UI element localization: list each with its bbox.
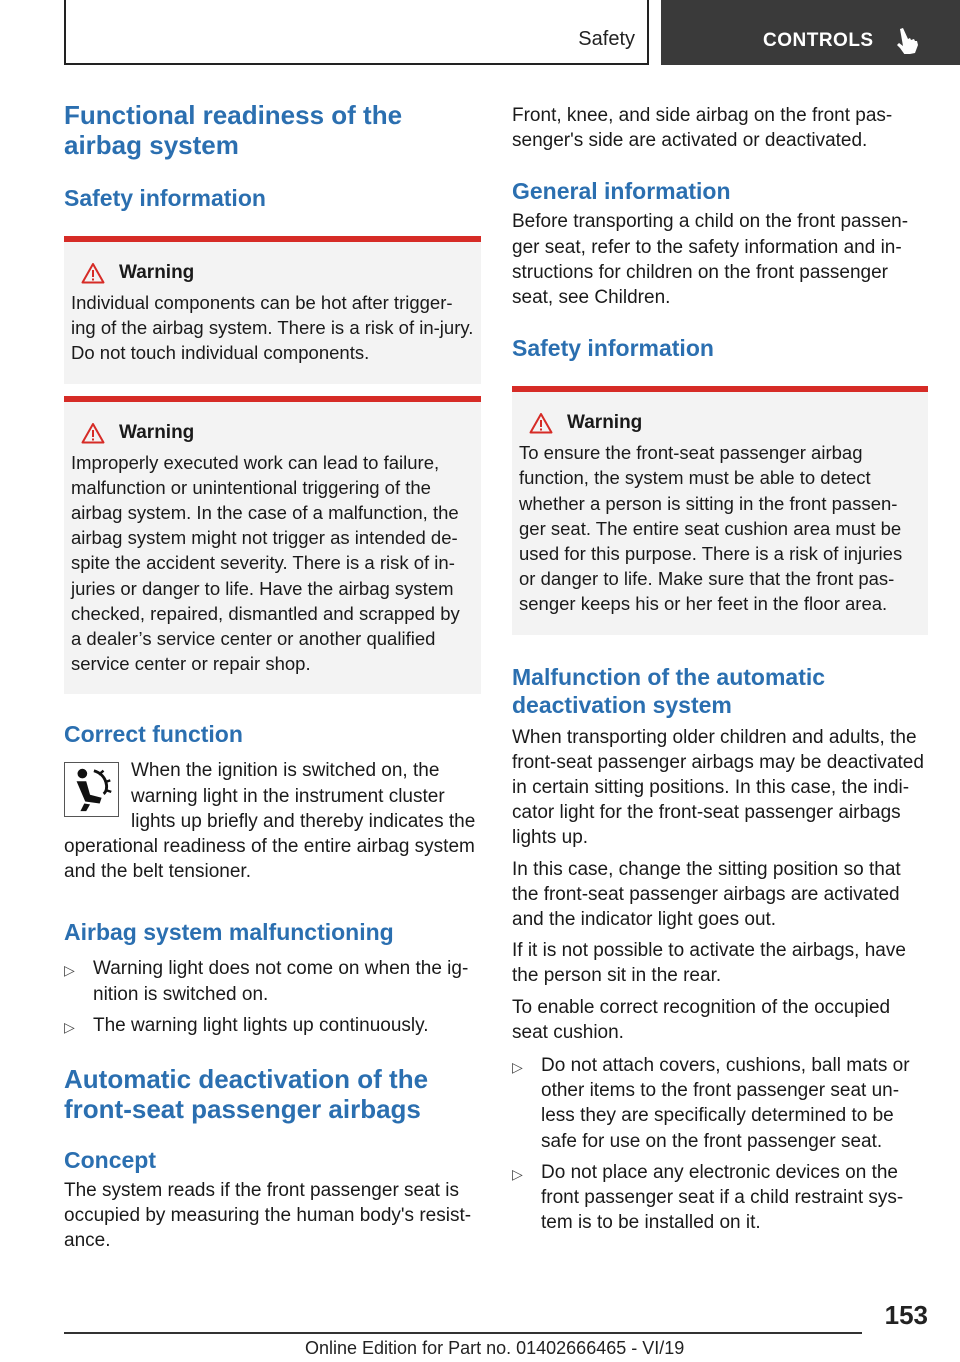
header-chapter-label: CONTROLS [763,30,874,51]
list-item: ▷ Do not attach covers, cushions, ball mats or other items to the front passenger seat un-less they are specifically determined to be safe for use on the front passenger seat. [512,1053,928,1154]
airbag-warning-light-icon [64,762,119,817]
header-section-label: Safety [578,28,635,50]
correct-function-block [64,758,481,884]
paragraph: In this case, change the sitting position so that the front-seat passenger airbags are activated and the indicator light goes out. [512,858,901,931]
correct-function-heading: Correct function [64,721,243,748]
airbag-malfunction-heading: Airbag system malfunctioning [64,919,394,946]
concept-heading: Concept [64,1147,156,1174]
general-info-heading: General information [512,178,731,205]
triangle-bullet-icon: ▷ [512,1059,523,1076]
warning-box [64,396,481,695]
paragraph: If it is not possible to activate the airbags, have the person sit in the rear. [512,940,906,987]
warning-title: Warning [119,262,195,283]
triangle-bullet-icon: ▷ [64,962,75,979]
header-chapter-box [661,0,960,65]
list-item: ▷ Warning light does not come on when the ig-nition is switched on. [64,956,481,1006]
paragraph: When transporting older children and adults, the front-seat passenger airbags may be deactivated in certain sitting positions. In this case, the indi-cator light for the front-seat passenger airbags lights up. [512,726,924,849]
warning-triangle-icon [529,412,553,434]
left-column [64,100,481,1254]
list-item: ▷ Do not place any electronic devices on the front passenger seat if a child restraint sys-tem is to be installed on it. [512,1160,928,1236]
deactivation-malfunction-heading: Malfunction of the automatic deactivation system [512,663,826,718]
right-column [512,103,928,1236]
list-item: ▷ The warning light lights up continuously. [64,1013,481,1040]
warning-text: To ensure the front-seat passenger airbag function, the system must be able to detect whether a person is sitting in the front passen-ger seat. The entire seat cushion area must be used for this purpose. There is a risk of injuries or danger to life. Make sure that the front pas-senger keeps his or her feet in the floor area. [519,442,903,615]
triangle-bullet-icon: ▷ [64,1018,75,1035]
correct-function-text: When the ignition is switched on, the warning light in the instrument cluster lights up briefly and thereby indicates the operational readiness of the entire airbag system and the belt tensioner. [64,760,476,883]
intro-text: Front, knee, and side airbag on the front pas-senger's side are activated or deactivated. [512,105,893,152]
general-info-text: Before transporting a child on the front passen-ger seat, refer to the safety information and in-structions for children on the front passenger seat, see Children. [512,211,909,309]
malfunction-list [64,956,481,1040]
footer-edition: Online Edition for Part no. 01402666465 - VI/19 [305,1338,685,1358]
warning-triangle-icon [81,262,105,284]
pointing-hand-icon [893,26,919,54]
warning-triangle-icon [81,422,105,444]
triangle-bullet-icon: ▷ [512,1165,523,1182]
page-number: 153 [884,1300,928,1330]
recognition-list [512,1053,928,1235]
warning-title: Warning [567,412,643,434]
auto-deactivation-title: Automatic deactivation of the front-seat passenger airbags [64,1064,429,1125]
safety-info-heading: Safety information [64,185,266,211]
safety-info-heading: Safety information [512,335,714,362]
warning-text: Individual components can be hot after trigger-ing of the airbag system. There is a risk of in-jury. Do not touch individual components. [71,292,474,364]
warning-text: Improperly executed work can lead to failure, malfunction or unintentional triggering of the airbag system. In the case of a malfunction, the airbag system might not trigger as intended de-spite the accident severity. There is a risk of in-juries or danger to life. Have the airbag system checked, repaired, dismantled and scrapped by a dealer’s service center or another qualified service center or repair shop. [71,451,460,675]
header-section-box [64,0,649,65]
concept-text: The system reads if the front passenger seat is occupied by measuring the human body's resist-ance. [64,1180,472,1252]
warning-title: Warning [119,421,195,443]
footer-divider [64,1332,862,1334]
warning-box [64,236,481,384]
warning-box [512,386,928,634]
paragraph: To enable correct recognition of the occupied seat cushion. [512,996,891,1043]
page-title: Functional readiness of the airbag system [64,100,403,160]
